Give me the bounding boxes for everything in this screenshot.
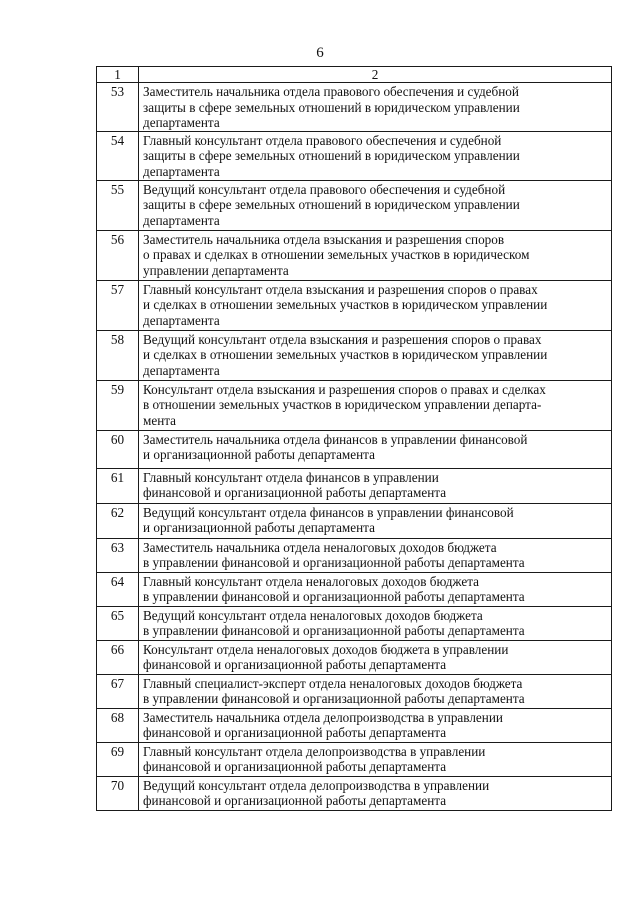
table-row bbox=[97, 742, 612, 776]
row-number: 67 bbox=[97, 674, 139, 708]
table-header-row bbox=[97, 67, 612, 83]
position-title: Ведущий консультант отдела делопроизводства в управлении финансовой и организационной работы департамента bbox=[139, 776, 612, 810]
table-row bbox=[97, 380, 612, 430]
row-number: 57 bbox=[97, 280, 139, 330]
page-number: 6 bbox=[316, 45, 324, 61]
table-row bbox=[97, 230, 612, 280]
position-title: Заместитель начальника отдела неналоговых доходов бюджета в управлении финансовой и организационной работы департамента bbox=[139, 538, 612, 572]
row-number: 56 bbox=[97, 230, 139, 280]
row-number: 69 bbox=[97, 742, 139, 776]
row-number: 68 bbox=[97, 708, 139, 742]
position-title: Главный консультант отдела делопроизводства в управлении финансовой и организационной работы департамента bbox=[139, 742, 612, 776]
table-row bbox=[97, 330, 612, 380]
row-number: 60 bbox=[97, 430, 139, 468]
row-number: 62 bbox=[97, 503, 139, 538]
position-title: Ведущий консультант отдела правового обеспечения и судебной защиты в сфере земельных отношений в юридическом управлении департамента bbox=[139, 180, 612, 230]
column-header-number: 1 bbox=[97, 67, 139, 83]
table-row bbox=[97, 503, 612, 538]
position-title: Главный консультант отдела неналоговых доходов бюджета в управлении финансовой и организационной работы департамента bbox=[139, 572, 612, 606]
table-row bbox=[97, 430, 612, 468]
table-row bbox=[97, 131, 612, 180]
position-title: Главный консультант отдела финансов в управлении финансовой и организационной работы департамента bbox=[139, 468, 612, 503]
table-row bbox=[97, 674, 612, 708]
row-number: 58 bbox=[97, 330, 139, 380]
row-number: 70 bbox=[97, 776, 139, 810]
row-number: 55 bbox=[97, 180, 139, 230]
position-title: Заместитель начальника отдела взыскания и разрешения споров о правах и сделках в отношении земельных участков в юридическом управлении департамента bbox=[139, 230, 612, 280]
row-number: 66 bbox=[97, 640, 139, 674]
table-body bbox=[97, 83, 612, 811]
row-number: 63 bbox=[97, 538, 139, 572]
table-row bbox=[97, 640, 612, 674]
position-title: Ведущий консультант отдела финансов в управлении финансовой и организационной работы департамента bbox=[139, 503, 612, 538]
position-title: Консультант отдела взыскания и разрешения споров о правах и сделках в отношении земельных участков в юридическом управлении департа- мента bbox=[139, 380, 612, 430]
table-row bbox=[97, 606, 612, 640]
column-header-position: 2 bbox=[139, 67, 612, 83]
row-number: 53 bbox=[97, 83, 139, 132]
table-row bbox=[97, 468, 612, 503]
table-row bbox=[97, 708, 612, 742]
position-title: Главный консультант отдела правового обеспечения и судебной защиты в сфере земельных отношений в юридическом управлении департамента bbox=[139, 131, 612, 180]
position-title: Заместитель начальника отдела правового обеспечения и судебной защиты в сфере земельных отношений в юридическом управлении департамента bbox=[139, 83, 612, 132]
position-title: Консультант отдела неналоговых доходов бюджета в управлении финансовой и организационной работы департамента bbox=[139, 640, 612, 674]
table-row bbox=[97, 538, 612, 572]
row-number: 65 bbox=[97, 606, 139, 640]
position-title: Ведущий консультант отдела неналоговых доходов бюджета в управлении финансовой и организационной работы департамента bbox=[139, 606, 612, 640]
positions-table bbox=[96, 66, 612, 811]
table-row bbox=[97, 83, 612, 132]
position-title: Главный специалист-эксперт отдела неналоговых доходов бюджета в управлении финансовой и организационной работы департамента bbox=[139, 674, 612, 708]
row-number: 54 bbox=[97, 131, 139, 180]
table-row bbox=[97, 776, 612, 810]
position-title: Ведущий консультант отдела взыскания и разрешения споров о правах и сделках в отношении земельных участков в юридическом управлении департамента bbox=[139, 330, 612, 380]
table-row bbox=[97, 180, 612, 230]
position-title: Заместитель начальника отдела делопроизводства в управлении финансовой и организационной работы департамента bbox=[139, 708, 612, 742]
table-row bbox=[97, 572, 612, 606]
position-title: Главный консультант отдела взыскания и разрешения споров о правах и сделках в отношении земельных участков в юридическом управлении департамента bbox=[139, 280, 612, 330]
table-row bbox=[97, 280, 612, 330]
row-number: 59 bbox=[97, 380, 139, 430]
position-title: Заместитель начальника отдела финансов в управлении финансовой и организационной работы департамента bbox=[139, 430, 612, 468]
row-number: 64 bbox=[97, 572, 139, 606]
row-number: 61 bbox=[97, 468, 139, 503]
